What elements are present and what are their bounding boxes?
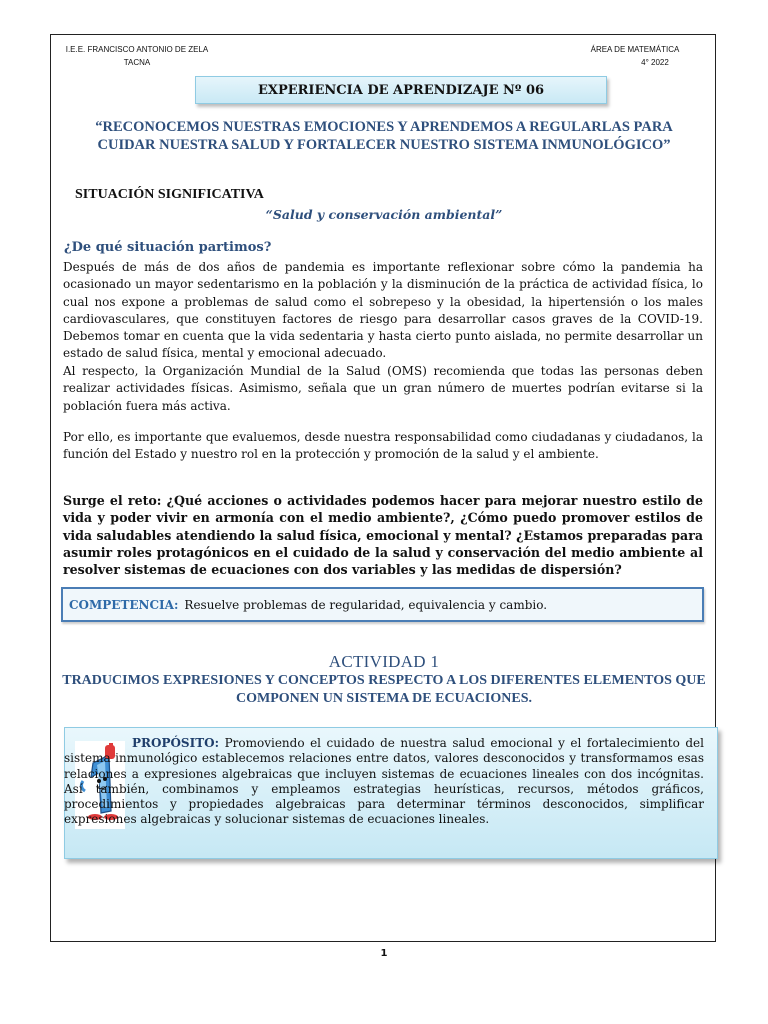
competencia-text: Resuelve problemas de regularidad, equivalencia y cambio. bbox=[184, 597, 548, 612]
grade-year: 4° 2022 bbox=[641, 58, 669, 67]
school-city: TACNA bbox=[123, 58, 151, 67]
situation-subtitle: “Salud y conservación ambiental” bbox=[265, 207, 503, 222]
activity-subtitle: TRADUCIMOS EXPRESIONES Y CONCEPTOS RESPECTO A LOS DIFERENTES ELEMENTOS QUE COMPONEN UN SISTEMA DE ECUACIONES. bbox=[62, 673, 706, 706]
area-header bbox=[560, 43, 710, 69]
paragraph-2: Al respecto, la Organización Mundial de la Salud (OMS) recomienda que todas las personas deben realizar actividades físicas. Asimismo, señala que un gran número de muertes podrían evitarse si la población fuera más activa. bbox=[63, 364, 703, 413]
situation-question: ¿De qué situación partimos? bbox=[64, 240, 272, 255]
activity-title: ACTIVIDAD 1 bbox=[328, 652, 440, 671]
paragraph-3: Por ello, es importante que evaluemos, desde nuestra responsabilidad como ciudadanas y ciudadanos, la función del Estado y nuestro rol en la protección y promoción de la salud y el ambiente. bbox=[63, 430, 703, 462]
challenge-paragraph: Surge el reto: ¿Qué acciones o actividades podemos hacer para mejorar nuestro estilo de vida y poder vivir en armonía con el medio ambiente?, ¿Cómo puedo promover estilos de vida saludables atendiendo la salud física, emocional y mental? ¿Estamos preparadas para asumir roles protagónicos en el cuidado de la salud y conservación del medio ambiente al resolver sistemas de ecuaciones con dos variables y las medidas de dispersión? bbox=[63, 493, 703, 578]
experience-title-box bbox=[195, 76, 607, 104]
page-number: 1 bbox=[380, 948, 388, 959]
competencia-label: COMPETENCIA: bbox=[69, 597, 179, 612]
area-name: ÁREA DE MATEMÁTICA bbox=[590, 45, 680, 54]
proposito-text-block bbox=[64, 736, 704, 828]
experience-title: EXPERIENCIA DE APRENDIZAJE Nº 06 bbox=[257, 82, 545, 98]
proposito-text: Promoviendo el cuidado de nuestra salud emocional y el fortalecimiento del sistema inmunológico establecemos relaciones entre datos, valores desconocidos y transformamos esas relaciones a expresiones algebraicas que incluyen sistemas de ecuaciones lineales con dos incógnitas. Así también, combinamos y empleamos estrategias heurísticas, recursos, métodos gráficos, procedimientos y propiedades algebraicas para determinar términos desconocidos, simplificar expresiones algebraicas y solucionar sistemas de ecuaciones lineales. bbox=[64, 736, 704, 827]
school-header bbox=[62, 43, 212, 69]
proposito-label: PROPÓSITO: bbox=[132, 736, 220, 750]
school-name: I.E.E. FRANCISCO ANTONIO DE ZELA bbox=[65, 45, 209, 54]
competencia-box bbox=[61, 587, 704, 622]
paragraph-1: Después de más de dos años de pandemia es importante reflexionar sobre cómo la pandemia ha ocasionado un mayor sedentarismo en la población y la disminución de la práctica de actividad física, lo cual nos expone a problemas de salud como el sobrepeso y la obesidad, la hipertensión o los males cardiovasculares, que constituyen factores de riesgo para desarrollar casos graves de la COVID-19. Debemos tomar en cuenta que la vida sedentaria y hasta cierto punto aislada, no permite desarrollar un estado de salud física, mental y emocional adecuado. bbox=[63, 260, 703, 361]
situation-label: SITUACIÓN SIGNIFICATIVA bbox=[75, 187, 264, 202]
main-title: “RECONOCEMOS NUESTRAS EMOCIONES Y APRENDEMOS A REGULARLAS PARA CUIDAR NUESTRA SALUD Y FORTALECER NUESTRO SISTEMA INMUNOLÓGICO” bbox=[95, 119, 673, 153]
